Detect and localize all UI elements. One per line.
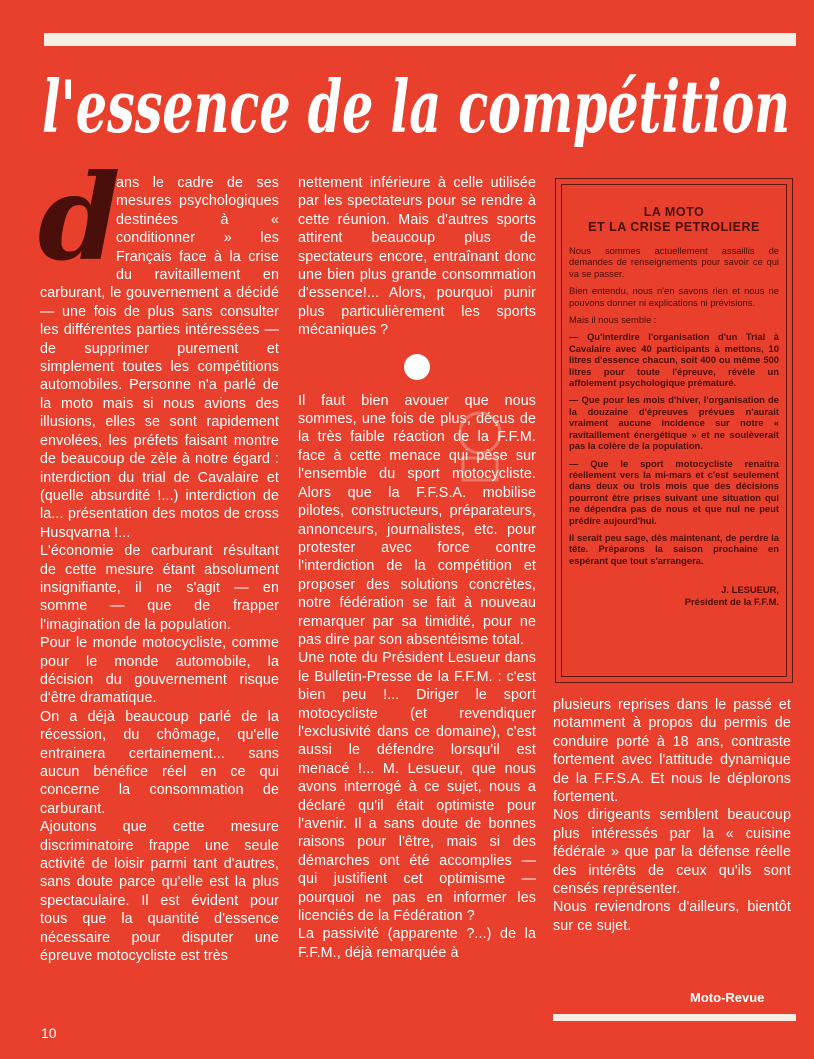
- paragraph: L'économie de carburant résultant de cette mesure étant absolument insignifiante, il ne s'agit — en somme — que de frapper l'imagination de la population.: [40, 543, 279, 633]
- paragraph: Nous reviendrons d'ailleurs, bientôt sur ce sujet.: [553, 899, 791, 934]
- signature-name: J. LESUEUR,: [721, 584, 779, 596]
- section-divider-dot: [404, 354, 430, 380]
- sidebar-box: [555, 178, 793, 683]
- watermark-logo: [455, 408, 505, 488]
- sidebar-paragraph: — Qu'interdire l'organisation d'un Trial à Cavalaire avec 40 participants à mettons, 10 litres d'essence chacun, soit 400 ou même 500 litres pour toute l'épreuve, révèle un affolement psychologique prématuré.: [569, 331, 779, 389]
- paragraph: Pour le monde motocycliste, comme pour le monde automobile, la décision du gouvernement risque d'être dramatique.: [40, 635, 279, 707]
- article-column-2: [298, 174, 536, 962]
- drop-cap: d: [38, 148, 121, 287]
- paragraph: Une note du Président Lesueur dans le Bulletin-Presse de la F.F.M. : c'est bien peu !... Diriger le sport motocycliste (et revendiquer l'exclusivité dans ce domaine), c'est aussi le défendre lorsqu'il est menacé !... M. Lesueur, que nous avons interrogé à ce sujet, nous a déclaré qu'il était optimiste pour l'avenir. Il a sans doute de bonnes raisons pour l'être, mais si des démarches ont été accomplies — qui justifient cet optimisme — pourquoi ne pas en informer les licenciés de la Fédération ?: [298, 650, 536, 925]
- sidebar-paragraph: — Que le sport motocycliste renaitra réellement vers la mi-mars et c'est seulement dans deux ou trois mois que des décisions pourront être prises suivant une situation qui ne dépendra pas de nous et que nul ne peut prédire aujourd'hui.: [569, 457, 779, 526]
- sidebar-paragraph: Mais il nous semble :: [569, 314, 657, 326]
- top-rule: [44, 33, 796, 46]
- paragraph: plusieurs reprises dans le passé et notamment à propos du permis de conduire porté à 18 ans, contraste fortement avec l'attitude dynamique de la F.F.S.A. Et nous le déplorons fortement.: [553, 697, 791, 806]
- sidebar-title-line: LA MOTO: [643, 205, 705, 219]
- paragraph: Ajoutons que cette mesure discriminatoire frappe une seule activité de loisir parmi tant d'autres, sans doute parce qu'elle est la plus spectaculaire. Il est évident pour tous que la quantité d'essence nécessaire pour disputer une épreuve motocycliste est très: [40, 819, 279, 965]
- paragraph: ans le cadre de ses mesures psychologiques destinées à « conditionner » les Français face à la crise du ravitaillement en carburant, le gouvernement a décidé — une fois de plus sans consulter les différentes parties intéressées — de supprimer purement et simplement toutes les compétitions automobiles. Personne n'a parlé de la moto mais si nous avions des illusions, elles se sont rapidement envolées, les préfets faisant montre de beaucoup de zèle à notre égard : interdiction du trial de Cavalaire et (quelle absurdité !...) interdiction de la... présentation des motos de cross Husqvarna !...: [40, 175, 279, 541]
- paragraph: La passivité (apparente ?...) de la F.F.M., déjà remarquée à: [298, 926, 536, 961]
- paragraph: Nos dirigeants semblent beaucoup plus intéressés par la « cuisine fédérale » que par la défense réelle des intérêts de ceux qu'ils sont censés représenter.: [553, 807, 791, 898]
- page-number: 10: [41, 1025, 57, 1041]
- signature-role: Président de la F.F.M.: [684, 595, 779, 607]
- page-title: [36, 58, 796, 168]
- sidebar-box-inner: [561, 184, 787, 677]
- sidebar-paragraph: Il serait peu sage, dès maintenant, de perdre la tête. Préparons la saison prochaine en espérant que tout s'arrangera.: [569, 531, 779, 566]
- bottom-rule: [553, 1014, 796, 1021]
- article-column-3: [553, 696, 791, 935]
- sidebar-title: [569, 205, 779, 235]
- sidebar-title-line: ET LA CRISE PETROLIERE: [588, 220, 760, 234]
- publication-name: Moto-Revue: [690, 990, 765, 1005]
- paragraph: nettement inférieure à celle utilisée par les spectateurs pour se rendre à cette réunion. Mais d'autres sports attirent beaucoup plus de spectateurs encore, entraînant donc une bien plus grande consommation d'essence!... Alors, pourquoi punir plus particulièrement les sports mécaniques ?: [298, 175, 536, 339]
- paragraph: Il faut bien avouer que nous sommes, une fois de plus, déçus de la très faible réaction de la F.F.M. face à cette menace qui pèse sur l'ensemble du sport motocycliste. Alors que la F.F.S.A. mobilise pilotes, constructeurs, préparateurs, annonceurs, journalistes, etc. pour protester avec force contre l'interdiction de la compétition et proposer des solutions concrètes, notre fédération se fait à nouveau remarquer par sa timidité, pour ne pas dire par son absentéisme total.: [298, 392, 536, 648]
- sidebar-paragraph: — Que pour les mois d'hiver, l'organisation de la douzaine d'épreuves prévues n'aurait vraiment aucune incidence sur notre « ravitaillement énergétique » et ne soulèverait pas la colère de la population.: [569, 394, 779, 452]
- sidebar-paragraph: Nous sommes actuellement assaillis de demandes de renseignements pour savoir ce qui va se passer.: [569, 245, 779, 279]
- title-text: l'essence de la compétition: [42, 64, 790, 149]
- signature: [569, 584, 779, 607]
- article-column-1: [38, 148, 279, 965]
- sidebar-paragraph: Bien entendu, nous n'en savons rien et nous ne pouvons donner ni explications ni prévisions.: [569, 285, 779, 308]
- paragraph: On a déjà beaucoup parlé de la récession, du chômage, qu'elle entrainera certainement... sans aucun bénéfice réel en ce qui concerne la consommation de carburant.: [40, 708, 279, 817]
